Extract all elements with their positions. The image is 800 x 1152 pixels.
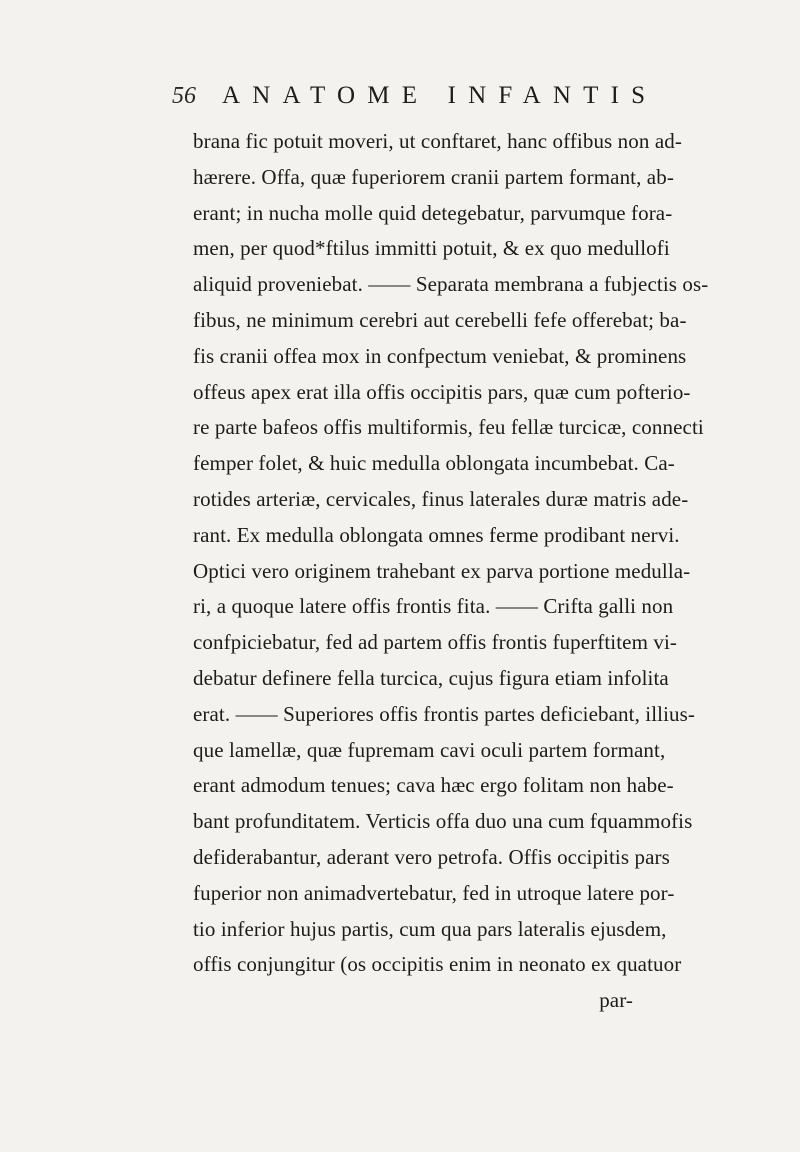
text-line: fis cranii offea mox in confpectum veniebat, & prominens [193, 343, 687, 368]
page-header [172, 82, 658, 122]
text-line: brana fic potuit moveri, ut conftaret, hanc offibus non ad- [193, 129, 682, 153]
text-line: re parte bafeos offis multiformis, feu fellæ turcicæ, connecti [193, 415, 704, 440]
text-line: rotides arteriæ, cervicales, finus laterales duræ matris ade- [193, 486, 689, 511]
text-line: hærere. Offa, quæ fuperiorem cranii partem formant, ab- [193, 164, 674, 189]
page-number: 56 [172, 83, 196, 109]
text-line: femper folet, & huic medulla oblongata incumbebat. Ca- [193, 451, 675, 476]
text-line: bant profunditatem. Verticis offa duo una cum fquammofis [193, 809, 693, 834]
body-text [193, 124, 709, 1019]
text-line: Optici vero originem trahebant ex parva portione medulla- [193, 558, 691, 583]
text-line: que lamellæ, quæ fupremam cavi oculi partem formant, [193, 737, 666, 762]
text-line: confpiciebatur, fed ad partem offis frontis fuperftitem vi- [193, 630, 677, 655]
text-line: aliquid proveniebat. —— Separata membrana a fubjectis os- [193, 272, 709, 297]
text-line: erant admodum tenues; cava hæc ergo folitam non habe- [193, 773, 674, 798]
text-line: debatur definere fella turcica, cujus figura etiam infolita [193, 665, 669, 690]
text-line: fibus, ne minimum cerebri aut cerebelli fefe offerebat; ba- [193, 307, 687, 332]
text-line: fuperior non animadvertebatur, fed in utroque latere por- [193, 880, 675, 905]
text-line: rant. Ex medulla oblongata omnes ferme prodibant nervi. [193, 522, 680, 547]
text-line: defiderabantur, aderant vero petrofa. Offis occipitis pars [193, 844, 670, 869]
text-line: offeus apex erat illa offis occipitis pars, quæ cum pofterio- [193, 379, 691, 404]
text-line: offis conjungitur (os occipitis enim in neonato ex quatuor [193, 952, 682, 977]
text-line: men, per quod*ftilus immitti potuit, & ex quo medullofi [193, 236, 670, 261]
text-line: erant; in nucha molle quid detegebatur, parvumque fora- [193, 200, 673, 225]
running-title: ANATOME INFANTIS [222, 82, 658, 109]
text-line: ri, a quoque latere offis frontis fita. —— Crifta galli non [193, 594, 674, 619]
text-line: tio inferior hujus partis, cum qua pars lateralis ejusdem, [193, 916, 667, 941]
text-line: erat. —— Superiores offis frontis partes deficiebant, illius- [193, 701, 695, 726]
catchword: par- [599, 988, 633, 1013]
